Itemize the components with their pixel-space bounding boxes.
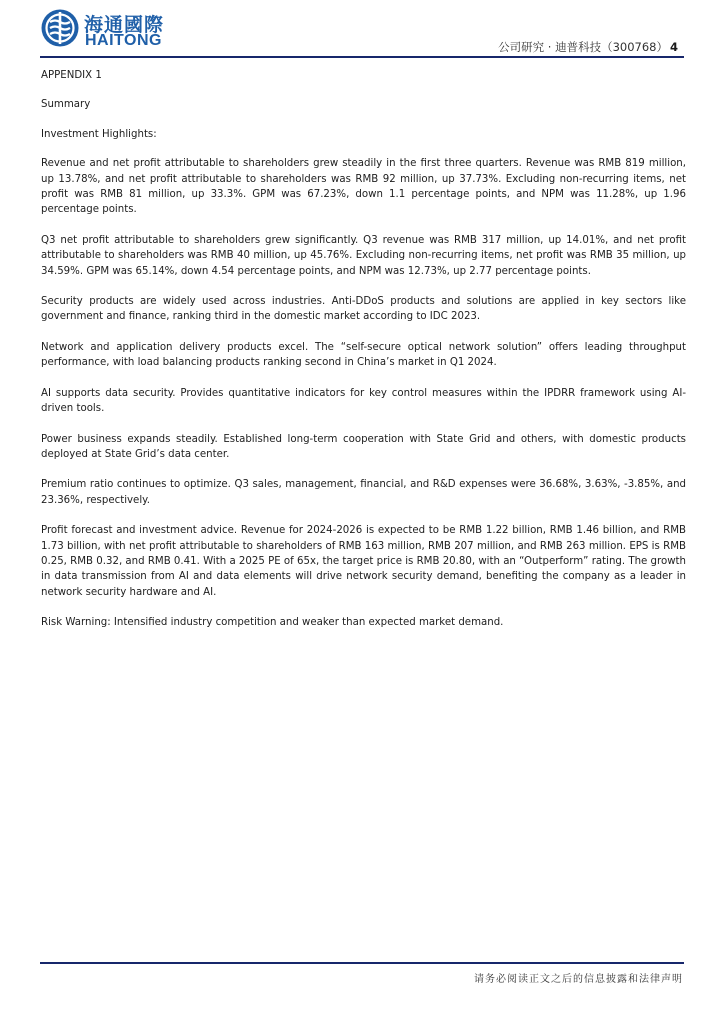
header-divider	[40, 56, 684, 58]
summary-label: Summary	[41, 99, 91, 111]
paragraph-expense-ratio: Premium ratio continues to optimize. Q3 sales, management, financial, and R&D expenses were 36.68%, 3.63%, -3.85%, and 23.36%, respectively.	[41, 479, 686, 506]
logo-chinese-name: 海通國際	[84, 14, 165, 36]
paragraph-network-delivery: Network and application delivery products excel. The “self-secure optical network solution” offers leading throughput performance, with load balancing products ranking second in China’s market in Q1 2024.	[41, 341, 686, 369]
page-number: 4	[669, 40, 678, 54]
report-title: 公司研究 · 迪普科技（300768）	[498, 40, 668, 54]
haitong-logo	[40, 8, 165, 52]
paragraph-ai-security: AI supports data security. Provides quantitative indicators for key control measures within the IPDRR framework using AI-driven tools.	[41, 387, 686, 415]
footer-disclaimer: 请务必阅读正文之后的信息披露和法律声明	[474, 974, 683, 985]
appendix-label: APPENDIX 1	[41, 70, 102, 81]
paragraph-security-products: Security products are widely used across industries. Anti-DDoS products and solutions are applied in key sectors like government and finance, ranking third in the domestic market according to IDC 2023.	[41, 296, 686, 323]
logo-english-name: HAITONG	[85, 32, 162, 49]
haitong-emblem-icon	[40, 8, 80, 48]
page-header	[40, 8, 684, 60]
paragraph-q3-profit: Q3 net profit attributable to shareholders grew significantly. Q3 revenue was RMB 317 million, up 14.01%, and net profit attributable to shareholders was RMB 40 million, up 45.76%. Excluding non-recurring items, net profit was RMB 35 million, up 34.59%. GPM was 65.14%, down 4.54 percentage points, and NPM was 12.73%, up 2.77 percentage points.	[41, 234, 686, 277]
paragraph-revenue-profit: Revenue and net profit attributable to shareholders grew steadily in the first three quarters. Revenue was RMB 819 million, up 13.78%, and net profit attributable to shareholders was RMB 92 million, up 37.73%. Excluding non-recurring items, net profit was RMB 81 million, up 33.3%. GPM was 67.23%, down 1.1 percentage points, and NPM was 11.28%, up 1.96 percentage points.	[41, 158, 686, 216]
footer-divider	[40, 962, 684, 964]
report-label	[498, 39, 678, 55]
report-body	[41, 68, 686, 646]
paragraph-risk-warning: Risk Warning: Intensified industry competition and weaker than expected market demand.	[41, 617, 504, 629]
paragraph-profit-forecast: Profit forecast and investment advice. Revenue for 2024-2026 is expected to be RMB 1.22 billion, RMB 1.46 billion, and RMB 1.73 billion, with net profit attributable to shareholders of RMB 163 million, RMB 207 million, and RMB 263 million. EPS is RMB 0.25, RMB 0.32, and RMB 0.41. With a 2025 PE of 65x, the target price is RMB 20.80, with an “Outperform” rating. The growth in data transmission from AI and data elements will drive network security demand, benefiting the company as a leader in network security hardware and AI.	[41, 525, 686, 598]
highlights-heading: Investment Highlights:	[41, 128, 157, 140]
paragraph-power-business: Power business expands steadily. Established long-term cooperation with State Grid and others, with domestic products deployed at State Grid’s data center.	[41, 433, 686, 460]
